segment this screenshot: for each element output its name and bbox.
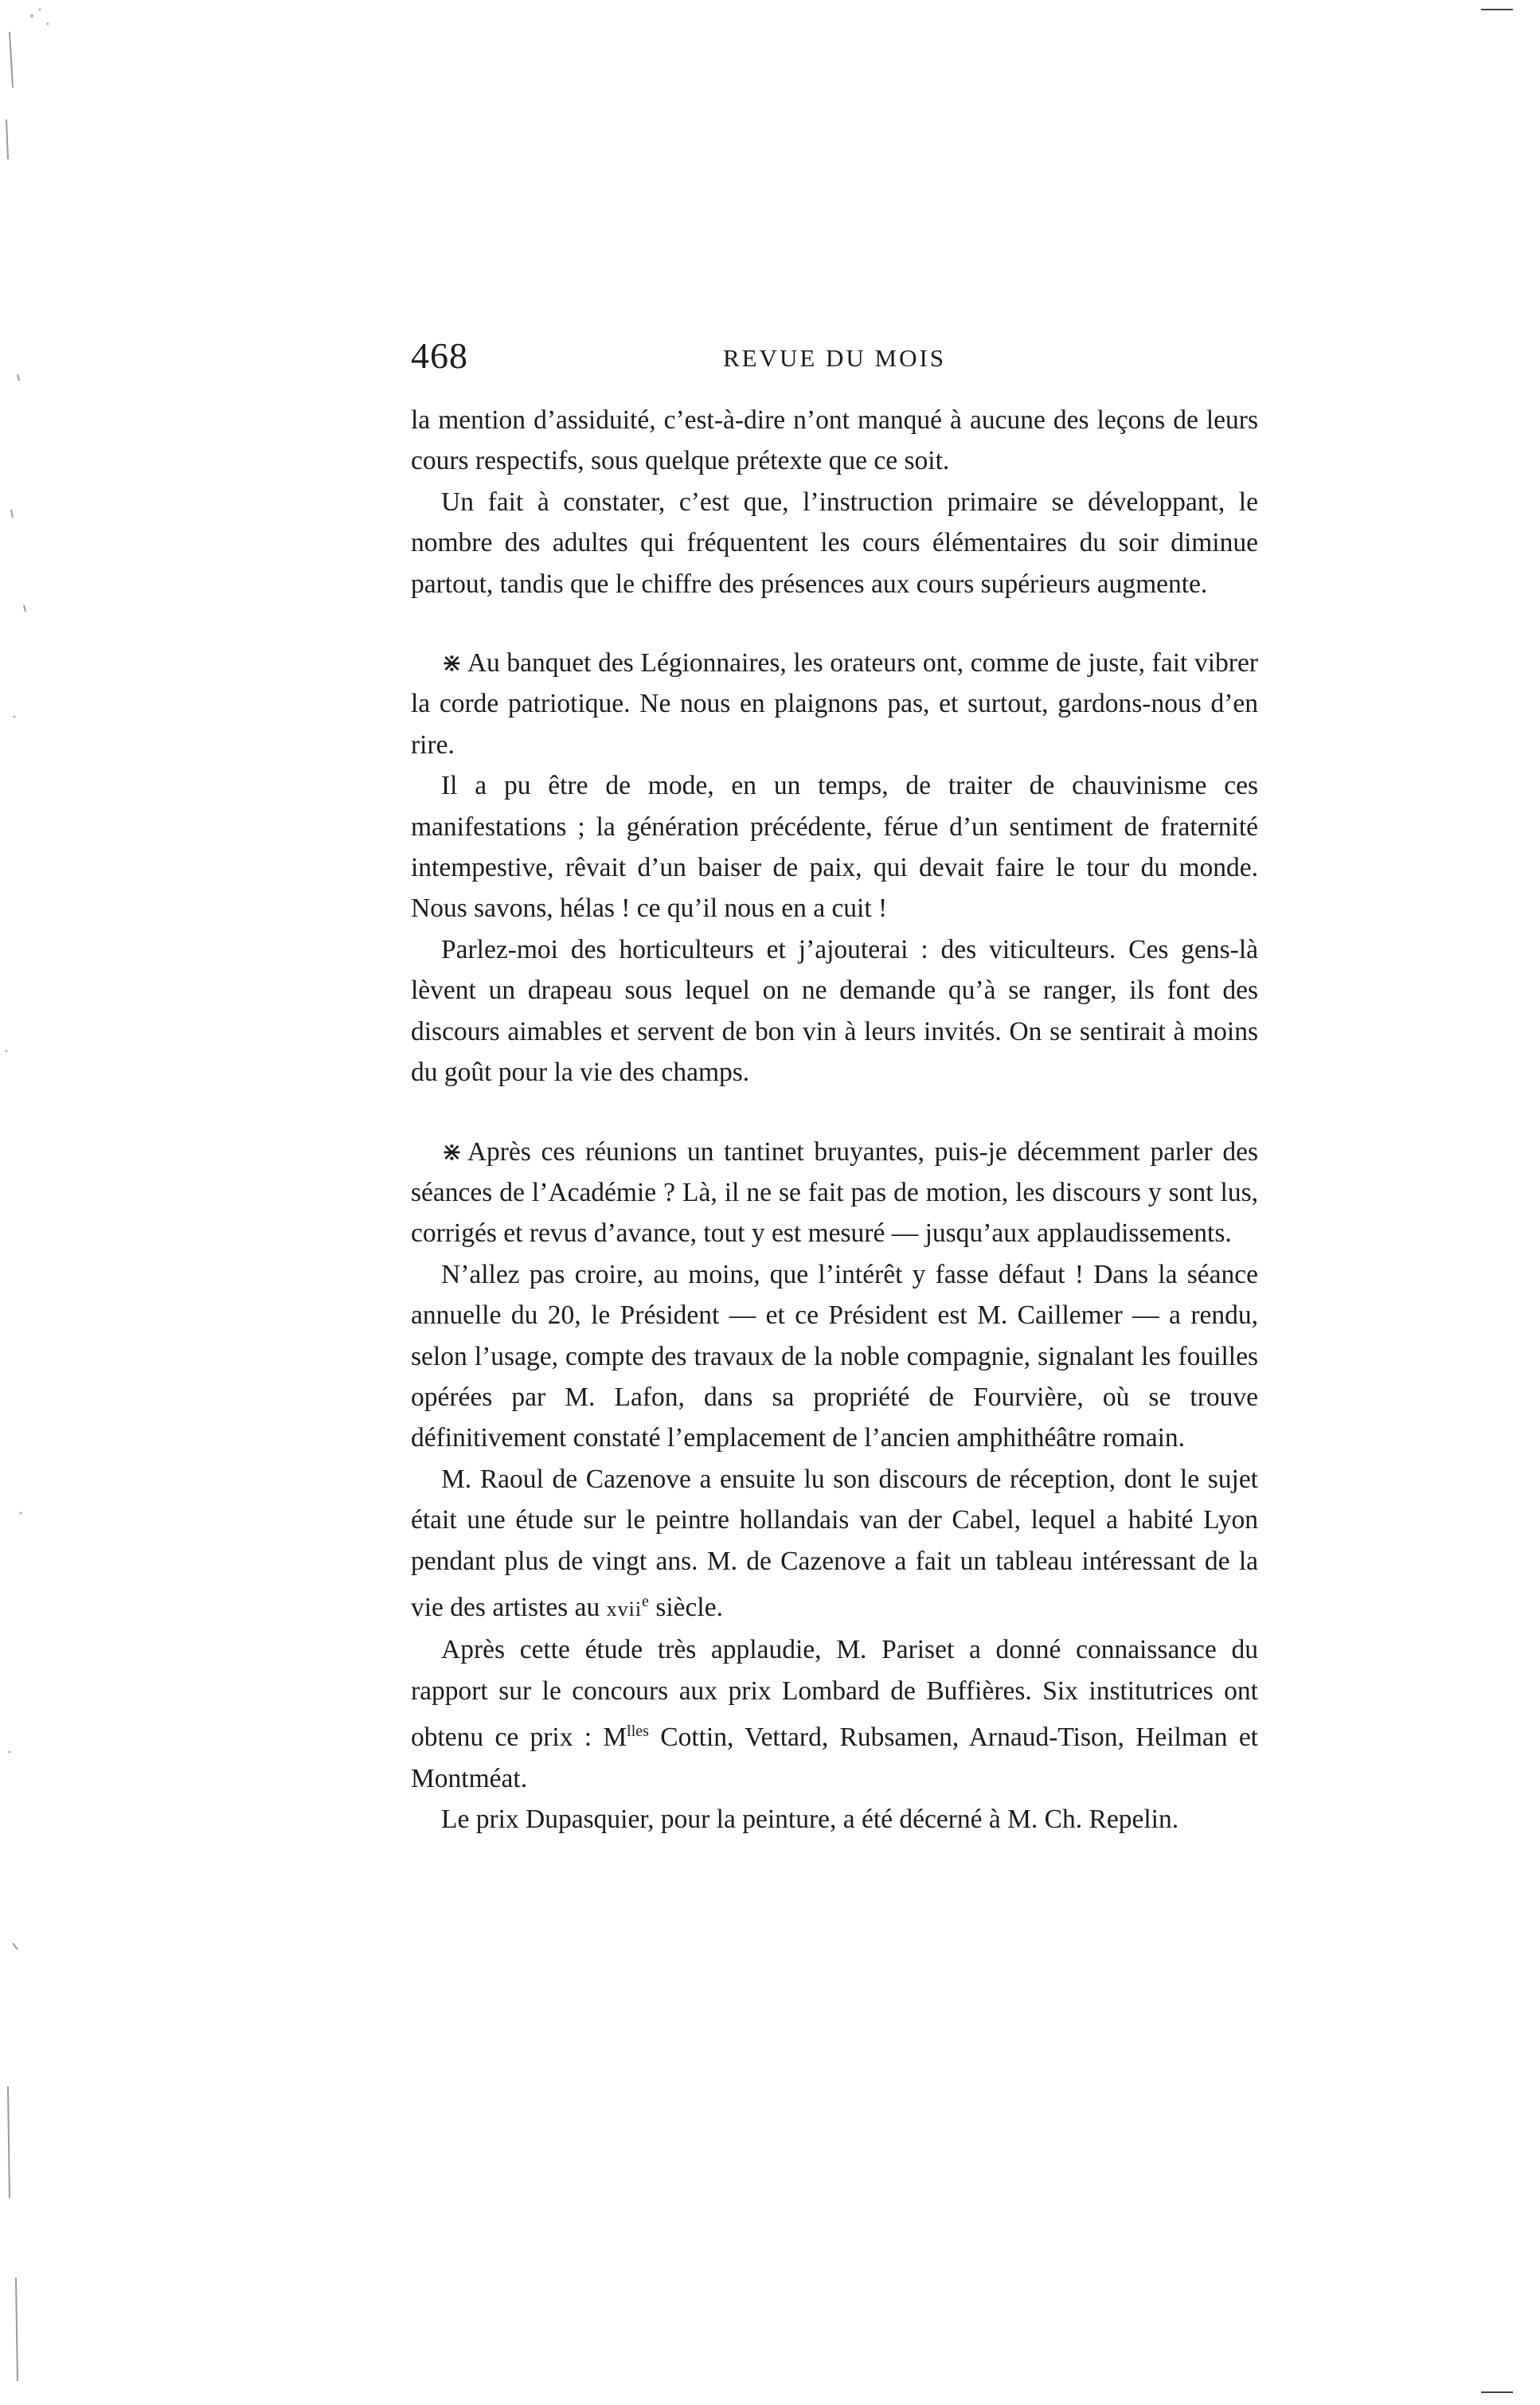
- paragraph-9-end: Cottin, Vettard, Rubsamen, Arnaud-Tison, Heilman et Montméat.: [411, 1723, 1258, 1793]
- paragraph-3: [411, 643, 1258, 765]
- paragraph-5: Parlez-moi des horticulteurs et j’ajouterai : des viticulteurs. Ces gens-là lèvent un drapeau sous lequel on ne demande qu’à se ranger, ils font des discours aimables et servent de bon vin à leurs invités. On se sentirait à moins du goût pour la vie des champs.: [411, 934, 1258, 1088]
- paragraph-10: Le prix Dupasquier, pour la peinture, a été décerné à M. Ch. Repelin.: [441, 1805, 1179, 1834]
- century-numeral: xvii: [606, 1597, 643, 1621]
- asterism-icon: ⋇: [441, 1136, 463, 1166]
- running-title: REVUE DU MOIS: [722, 344, 947, 372]
- paragraph-8: [411, 1459, 1258, 1630]
- paragraph-1: la mention d’assiduité, c’est-à-dire n’ont manqué à aucune des leçons de leurs cours respectifs, sous quelque prétexte que ce soit.: [411, 405, 1258, 476]
- paragraph-3-text: Au banquet des Légionnaires, les orateurs ont, comme de juste, fait vibrer la corde patriotique. Ne nous en plaignons pas, et surtout, gardons-nous d’en rire.: [411, 648, 1258, 760]
- paragraph-9-text: Après cette étude très applaudie, M. Pariset a donné connaissance du rapport sur le concours aux prix Lombard de Buffières. Six institutrices ont obtenu ce prix : M: [411, 1635, 1258, 1753]
- paragraph-4: Il a pu être de mode, en un temps, de traiter de chauvinisme ces manifestations ; la génération précédente, férue d’un sentiment de fraternité intempestive, rêvait d’un baiser de paix, qui devait faire le tour du monde. Nous savons, hélas ! ce qu’il nous en a cuit !: [411, 771, 1258, 924]
- article-body: [411, 400, 1258, 1840]
- paragraph-6: [411, 1132, 1258, 1254]
- century-superscript: e: [642, 1592, 649, 1610]
- page-number: 468: [411, 335, 468, 376]
- paragraph-9: [411, 1629, 1258, 1799]
- crop-marks: [1465, 0, 1540, 2405]
- asterism-icon: ⋇: [441, 648, 463, 678]
- scan-edge-marks: [0, 0, 72, 2405]
- page-header: [411, 334, 1258, 390]
- paragraph-2: Un fait à constater, c’est que, l’instruction primaire se développant, le nombre des adultes qui fréquentent les cours élémentaires du soir diminue partout, tandis que le chiffre des présences aux cours supérieurs augmente.: [411, 487, 1258, 599]
- paragraph-8-end: siècle.: [648, 1592, 723, 1622]
- paragraph-6-text: Après ces réunions un tantinet bruyantes, puis-je décemment parler des séances de l’Académie ? Là, il ne se fait pas de motion, les discours y sont lus, corrigés et revus d’avance, tout y est mesuré — jusqu’aux applaudissements.: [411, 1136, 1258, 1249]
- mlles-superscript: lles: [627, 1723, 649, 1741]
- paragraph-7: N’allez pas croire, au moins, que l’intérêt y fasse défaut ! Dans la séance annuelle du 20, le Président — et ce Président est M. Caillemer — a rendu, selon l’usage, compte des travaux de la noble compagnie, signalant les fouilles opérées par M. Lafon, dans sa propriété de Fourvière, où se trouve définitivement constaté l’emplacement de l’ancien amphithéâtre romain.: [411, 1259, 1258, 1453]
- paragraph-8-text: M. Raoul de Cazenove a ensuite lu son discours de réception, dont le sujet était une étude sur le peintre hollandais van der Cabel, lequel a habité Lyon pendant plus de vingt ans. M. de Cazenove a fait un tableau intéressant de la vie des artistes au: [411, 1464, 1258, 1622]
